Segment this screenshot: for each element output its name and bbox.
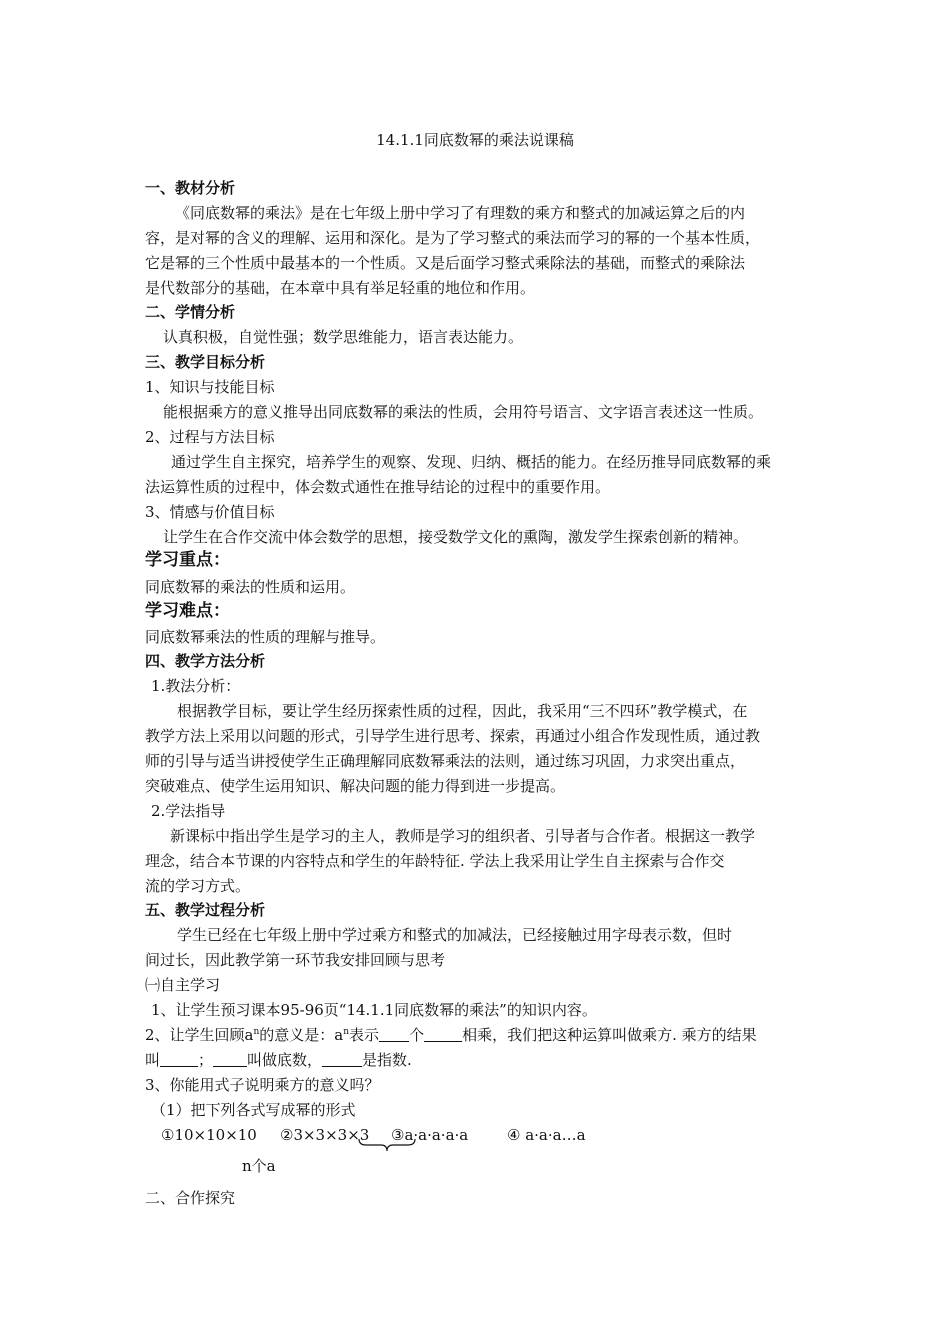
paragraph-line: 是代数部分的基础，在本章中具有举足轻重的地位和作用。 — [145, 279, 536, 297]
section-heading-process: 五、教学过程分析 — [145, 901, 266, 919]
blank-field[interactable] — [424, 1027, 462, 1042]
question-line: （1）把下列各式写成幂的形式 — [151, 1101, 356, 1119]
expression-1: ①10×10×10 — [161, 1126, 257, 1144]
paragraph-line: 它是幂的三个性质中最基本的一个性质。又是后面学习整式乘除法的基础，而整式的乘除法 — [145, 254, 746, 272]
question-text: 叫 — [145, 1051, 161, 1069]
blank-field[interactable] — [379, 1027, 409, 1042]
exponent-superscript: n — [253, 1027, 260, 1037]
brace-label: n个a — [242, 1157, 276, 1175]
blank-field[interactable] — [160, 1052, 198, 1067]
document-title: 14.1.1同底数幂的乘法说课稿 — [376, 131, 574, 149]
objective-heading: 1、知识与技能目标 — [145, 378, 275, 396]
question-line: 1、让学生预习课本95-96页“14.1.1同底数幂的乘法”的知识内容。 — [151, 1001, 597, 1019]
question-text: 个 — [409, 1026, 425, 1044]
subsection-heading: ㈠自主学习 — [145, 976, 221, 994]
blank-field[interactable] — [322, 1052, 362, 1067]
objective-heading: 3、情感与价值目标 — [145, 503, 275, 521]
question-text: 表示 — [349, 1026, 380, 1044]
question-text: 2、让学生回顾a — [145, 1026, 254, 1044]
question-text: 的意义是：a — [259, 1026, 344, 1044]
expression-2: ②3×3×3×3 — [280, 1126, 370, 1144]
method-heading: 1.教法分析： — [151, 677, 241, 695]
paragraph-line: 认真积极，自觉性强；数学思维能力，语言表达能力。 — [163, 328, 524, 346]
objective-heading: 2、过程与方法目标 — [145, 428, 275, 446]
paragraph-line: 让学生在合作交流中体会数学的思想，接受数学文化的熏陶，激发学生探索创新的精神。 — [163, 528, 749, 546]
expression-3: ③a·a·a·a·a — [391, 1126, 469, 1144]
method-heading: 2.学法指导 — [151, 802, 226, 820]
question-text: 叫做底数， — [247, 1051, 323, 1069]
blank-field[interactable] — [213, 1052, 247, 1067]
question-line: 3、你能用式子说明乘方的意义吗？ — [145, 1076, 380, 1094]
difficulty-text: 同底数幂乘法的性质的理解与推导。 — [145, 628, 386, 646]
section-heading-student-analysis: 二、学情分析 — [145, 303, 236, 321]
paragraph-line: 根据教学目标，要让学生经历探索性质的过程，因此，我采用“三不四环”教学模式，在 — [177, 702, 748, 720]
key-points-heading: 学习重点： — [145, 550, 230, 570]
subsection-heading: 二、合作探究 — [145, 1189, 236, 1207]
key-points-text: 同底数幂的乘法的性质和运用。 — [145, 578, 356, 596]
difficulty-heading: 学习难点： — [145, 601, 230, 621]
question-line — [145, 1050, 412, 1070]
paragraph-line: 《同底数幂的乘法》是在七年级上册中学习了有理数的乘方和整式的加减运算之后的内 — [175, 204, 746, 222]
question-text: ； — [198, 1051, 214, 1069]
paragraph-line: 通过学生自主探究，培养学生的观察、发现、归纳、概括的能力。在经历推导同底数幂的乘 — [171, 453, 772, 471]
paragraph-line: 能根据乘方的意义推导出同底数幂的乘法的性质，会用符号语言、文字语言表述这一性质。 — [163, 403, 764, 421]
question-line — [145, 1025, 757, 1045]
section-heading-textbook-analysis: 一、教材分析 — [145, 179, 236, 197]
paragraph-line: 流的学习方式。 — [145, 877, 251, 895]
expression-4: ④ a·a·a…a — [507, 1126, 586, 1144]
question-text: 是指数. — [362, 1051, 412, 1069]
section-heading-methods: 四、教学方法分析 — [145, 652, 266, 670]
paragraph-line: 容，是对幂的含义的理解、运用和深化。是为了学习整式的乘法而学习的幂的一个基本性质， — [145, 229, 761, 247]
paragraph-line: 理念，结合本节课的内容特点和学生的年龄特征. 学法上我采用让学生自主探索与合作交 — [145, 852, 725, 870]
question-text: 相乘，我们把这种运算叫做乘方. 乘方的结果 — [462, 1026, 757, 1044]
underbrace-icon — [358, 1138, 416, 1152]
paragraph-line: 教学方法上采用以问题的形式，引导学生进行思考、探索，再通过小组合作发现性质，通过教 — [145, 727, 761, 745]
paragraph-line: 间过长，因此教学第一环节我安排回顾与思考 — [145, 951, 446, 969]
paragraph-line: 法运算性质的过程中，体会数式通性在推导结论的过程中的重要作用。 — [145, 478, 611, 496]
paragraph-line: 师的引导与适当讲授使学生正确理解同底数幂乘法的法则，通过练习巩固，力求突出重点， — [145, 752, 746, 770]
paragraph-line: 学生已经在七年级上册中学过乘方和整式的加减法，已经接触过用字母表示数，但时 — [177, 926, 733, 944]
exponent-superscript: n — [343, 1027, 350, 1037]
paragraph-line: 新课标中指出学生是学习的主人，教师是学习的组织者、引导者与合作者。根据这一教学 — [170, 827, 756, 845]
section-heading-objectives: 三、教学目标分析 — [145, 353, 266, 371]
paragraph-line: 突破难点、使学生运用知识、解决问题的能力得到进一步提高。 — [145, 777, 566, 795]
